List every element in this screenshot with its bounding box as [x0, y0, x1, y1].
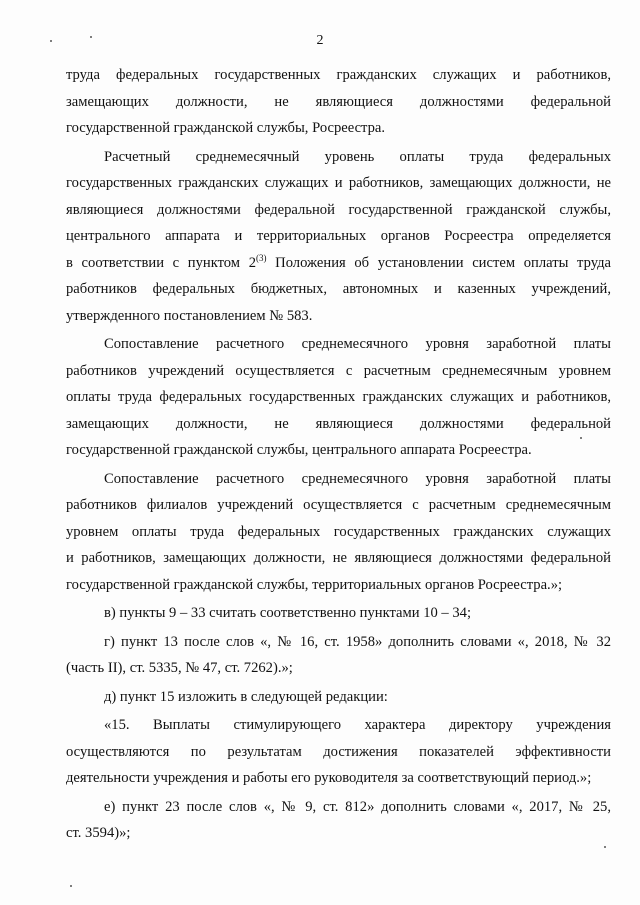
paragraph	[66, 629, 611, 682]
page-number: 2	[316, 33, 324, 48]
text-line: Расчетный среднемесячный уровень оплаты труда федеральных	[104, 148, 611, 165]
text-line: уровнем оплаты труда федеральных государственных гражданских служащих	[66, 523, 611, 540]
paragraph	[66, 62, 611, 142]
scan-speck	[70, 885, 72, 887]
document-body	[66, 62, 611, 847]
text-line: деятельности учреждения и работы его руководителя за соответствующий период.»;	[66, 770, 592, 786]
paragraph	[66, 331, 611, 464]
text-line: являющиеся должностями федеральной государственной гражданской службы,	[66, 201, 611, 218]
text-line: утвержденного постановлением № 583.	[66, 307, 313, 324]
text-line: труда федеральных государственных гражданских служащих и работников,	[66, 67, 611, 83]
text-line: Сопоставление расчетного среднемесячного уровня заработной платы	[104, 470, 611, 487]
paragraph	[66, 600, 611, 627]
scan-speck	[580, 437, 582, 439]
text-line: работников учреждений осуществляется с расчетным среднемесячным уровнем	[66, 362, 611, 379]
text-line: работников филиалов учреждений осуществляется с расчетным среднемесячным	[66, 497, 611, 513]
text-line: ст. 3594)»;	[66, 825, 131, 841]
scan-speck	[50, 40, 52, 42]
paragraph	[66, 794, 611, 847]
text-line: е) пункт 23 после слов «, № 9, ст. 812» дополнить словами «, 2017, № 25,	[104, 798, 611, 815]
paragraph	[66, 466, 611, 599]
text-line: государственной гражданской службы, территориальных органов Росреестра.»;	[66, 576, 563, 593]
text-line: оплаты труда федеральных государственных гражданских служащих и работников,	[66, 389, 611, 405]
text-line: и работников, замещающих должности, не являющиеся должностями федеральной	[66, 550, 611, 566]
text-line: работников федеральных бюджетных, автономных и казенных учреждений,	[66, 281, 611, 297]
text-line: Сопоставление расчетного среднемесячного уровня заработной платы	[104, 336, 611, 352]
text-line: д) пункт 15 изложить в следующей редакции:	[104, 688, 388, 705]
text-line: г) пункт 13 после слов «, № 16, ст. 1958» дополнить словами «, 2018, № 32	[104, 633, 611, 650]
text-line: замещающих должности, не являющиеся должностями федеральной	[66, 93, 611, 110]
text-line: в) пункты 9 – 33 считать соответственно пунктами 10 – 34;	[104, 605, 472, 621]
text-line: государственной гражданской службы, центрального аппарата Росреестра.	[66, 442, 532, 458]
paragraph	[66, 144, 611, 330]
scan-speck	[90, 36, 92, 38]
text-line: в соответствии с пунктом 2$^{(3)}$ Положения об установлении систем оплаты труда	[66, 252, 611, 271]
text-line: государственной гражданской службы, Росреестра.	[66, 120, 386, 136]
scan-speck	[604, 846, 606, 848]
text-line: осуществляются по результатам достижения показателей эффективности	[66, 743, 611, 760]
paragraph	[66, 712, 611, 792]
text-line: «15. Выплаты стимулирующего характера директору учреждения	[104, 717, 611, 733]
text-line: государственных гражданских служащих и работников, замещающих должности, не	[66, 175, 611, 191]
superscript: (3)	[256, 252, 267, 263]
text-line: замещающих должности, не являющиеся должностями федеральной	[66, 415, 611, 432]
paragraph	[66, 684, 611, 711]
text-line: центрального аппарата и территориальных органов Росреестра определяется	[66, 228, 611, 244]
text-line: (часть II), ст. 5335, № 47, ст. 7262).»;	[66, 660, 293, 676]
